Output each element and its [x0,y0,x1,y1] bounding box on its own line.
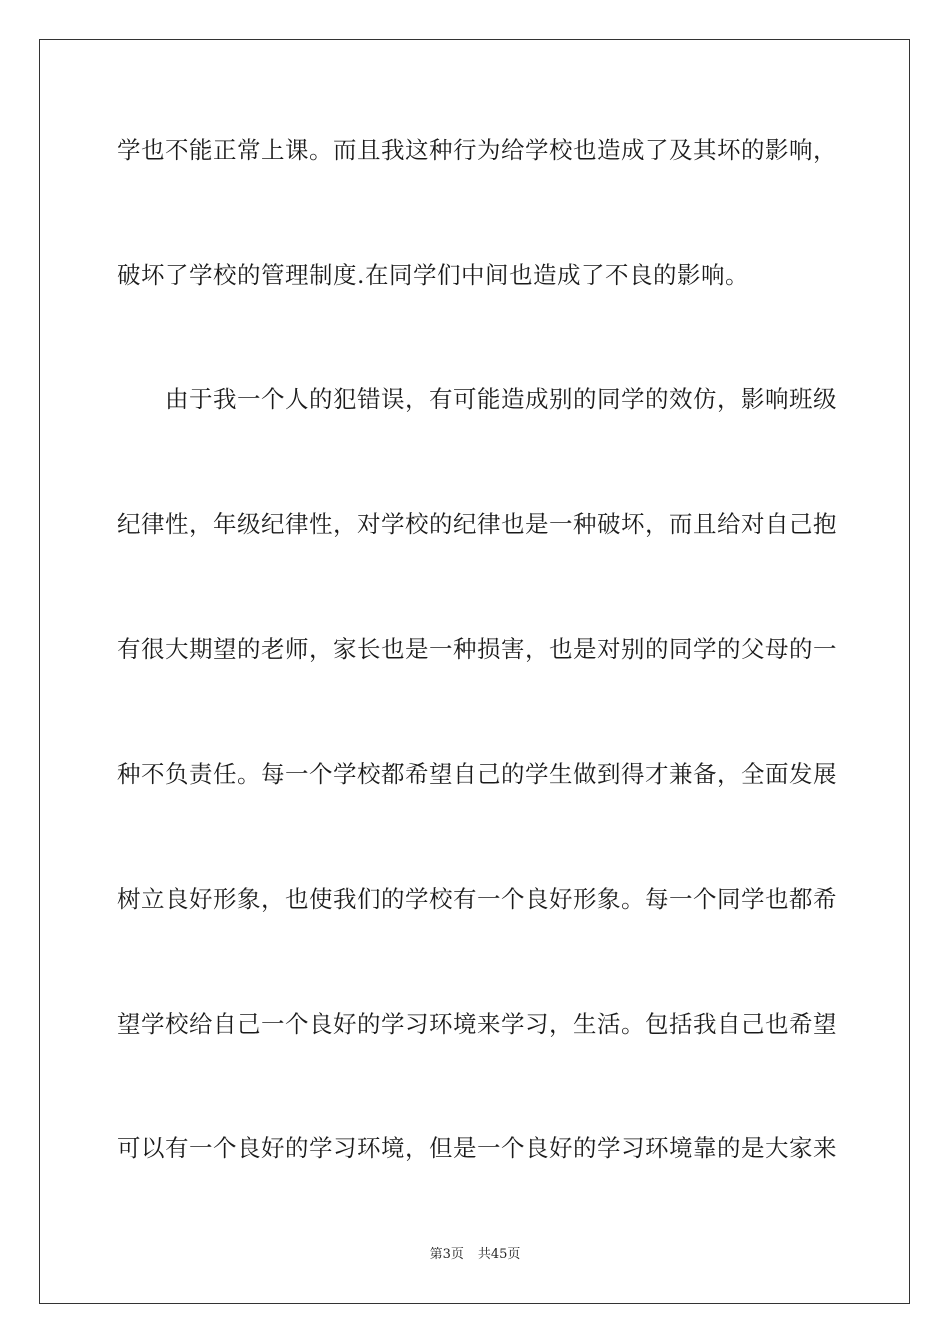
page-border [39,39,910,1304]
current-page-number: 第3页 [429,1247,464,1262]
paragraph-line: 树立良好形象，也使我们的学校有一个良好形象。每一个同学也都希 [117,885,837,913]
paragraph-line: 纪律性，年级纪律性，对学校的纪律也是一种破坏，而且给对自己抱 [117,510,837,538]
total-page-count: 共45页 [477,1247,521,1262]
paragraph-line: 可以有一个良好的学习环境，但是一个良好的学习环境靠的是大家来 [117,1134,837,1162]
paragraph-line: 破坏了学校的管理制度.在同学们中间也造成了不良的影响。 [117,261,749,289]
paragraph-line: 望学校给自己一个良好的学习环境来学习，生活。包括我自己也希望 [117,1010,837,1038]
paragraph-line: 有很大期望的老师，家长也是一种损害，也是对别的同学的父母的一 [117,635,837,663]
paragraph-line: 学也不能正常上课。而且我这种行为给学校也造成了及其坏的影响， [117,136,837,164]
page-footer [0,1246,950,1264]
paragraph-line: 由于我一个人的犯错误，有可能造成别的同学的效仿，影响班级 [165,385,837,413]
paragraph-line: 种不负责任。每一个学校都希望自己的学生做到得才兼备，全面发展 [117,760,837,788]
